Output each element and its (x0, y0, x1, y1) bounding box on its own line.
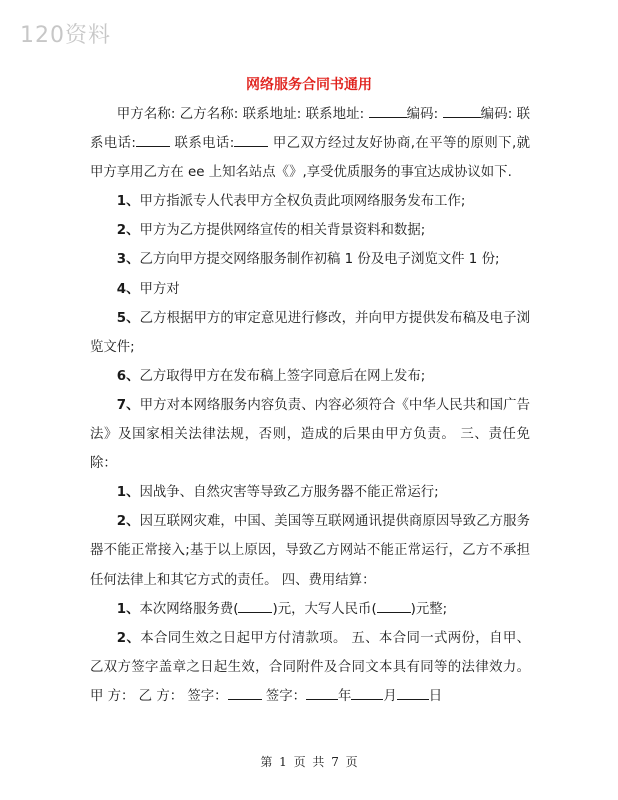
blank-line (306, 686, 338, 700)
document-body (90, 100, 530, 711)
clause-item: 6、乙方取得甲方在发布稿上签字同意后在网上发布; (116, 368, 426, 384)
document-title: 网络服务合同书通用 (246, 77, 372, 93)
blank-line (238, 599, 272, 613)
blank-line (397, 686, 429, 700)
closing-item: 2、本合同生效之日起甲方付清款项。 五、本合同一式两份，自甲、乙双方签字盖章之日起生效，合同附件及合同文本具有同等的法律效力。 甲 方： 乙 方： 签字： 签字： 年 月 日 (90, 630, 530, 704)
clause-item: 2、甲方为乙方提供网络宣传的相关背景资料和数据; (116, 223, 426, 239)
blank-line (369, 104, 407, 118)
intro-paragraph: 甲方名称: 乙方名称: 联系地址: 联系地址: 编码: 编码: 联系电话: 联系电话: 甲乙双方经过友好协商,在平等的原则下,就甲方享用乙方在 ee 上知名站点《》,享受优质服务的事宜达成协议如下. (90, 100, 530, 187)
fee-item: 1、本次网络服务费( )元，大写人民币( )元整; (90, 595, 530, 624)
blank-line (377, 599, 411, 613)
clause-item: 5、乙方根据甲方的审定意见进行修改，并向甲方提供发布稿及电子浏览文件; (90, 310, 530, 355)
clause-item: 1、甲方指派专人代表甲方全权负责此项网络服务发布工作; (116, 194, 466, 210)
watermark: 120资料 (20, 23, 111, 48)
blank-line (443, 104, 481, 118)
blank-line (234, 133, 268, 147)
clause-item: 3、乙方向甲方提交网络服务制作初稿 1 份及电子浏览文件 1 份; (116, 252, 500, 268)
blank-line (228, 686, 262, 700)
page-footer: 第 1 页 共 7 页 (260, 755, 358, 769)
blank-line (351, 686, 383, 700)
blank-line (136, 133, 170, 147)
clause-item: 7、甲方对本网络服务内容负责、内容必须符合《中华人民共和国广告法》及国家相关法律法规，否则，造成的后果由甲方负责。 三、责任免除： (90, 397, 530, 472)
clause-item: 1、因战争、自然灾害等导致乙方服务器不能正常运行; (116, 485, 439, 501)
clause-item: 2、因互联网灾难，中国、美国等互联网通讯提供商原因导致乙方服务器不能正常接入;基于以上原因，导致乙方网站不能正常运行，乙方不承担任何法律上和其它方式的责任。 四、费用结算： (90, 514, 530, 588)
clause-item: 4、甲方对 (116, 281, 180, 297)
